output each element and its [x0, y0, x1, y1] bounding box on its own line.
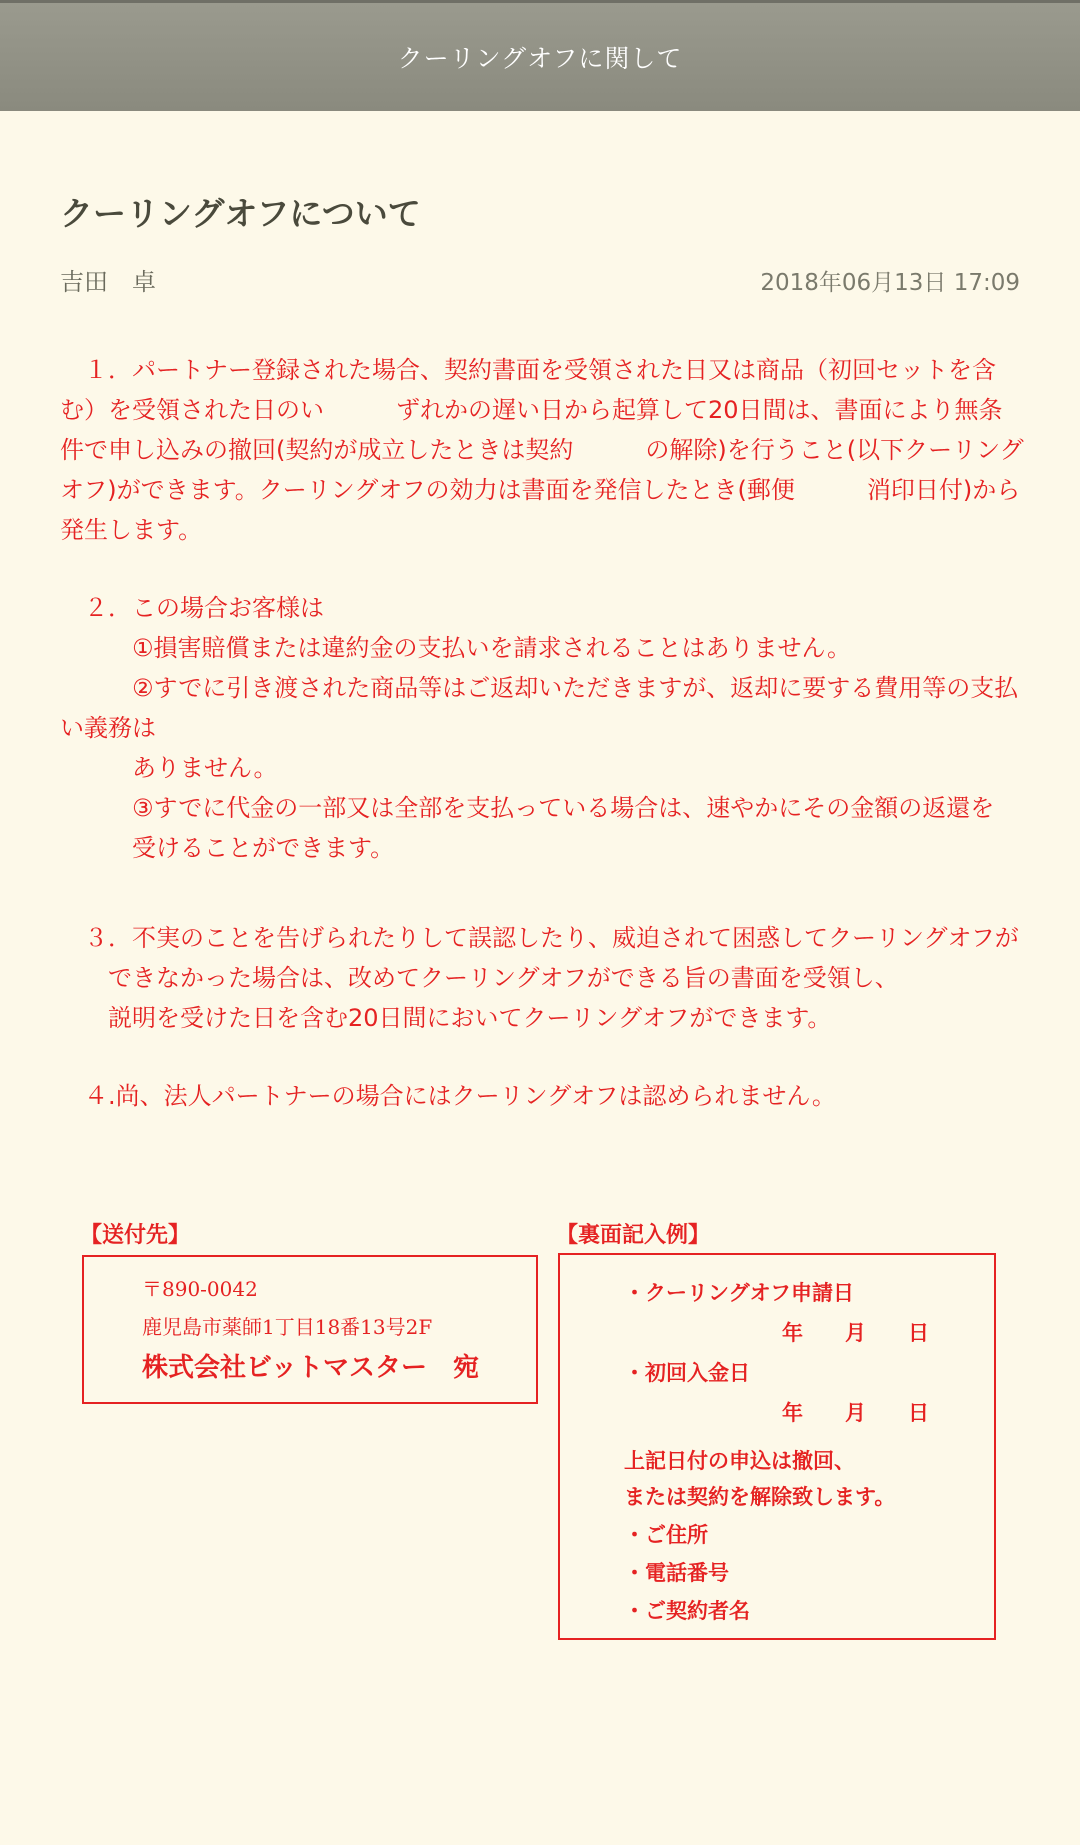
- body-line: ４.尚、法人パートナーの場合にはクーリングオフは認められません。: [60, 1082, 836, 1110]
- post-date: 2018年06月13日 17:09: [760, 270, 1020, 296]
- body-line: む）を受領された日のい ずれかの遅い日から起算して20日間は、書面により無条: [60, 396, 1003, 424]
- apply-date-label: ・クーリングオフ申請日: [624, 1280, 854, 1305]
- first-payment-label: ・初回入金日: [624, 1360, 750, 1385]
- app-header: [0, 0, 1080, 111]
- phone-label: ・電話番号: [624, 1560, 729, 1585]
- postal-code: 〒890-0042: [142, 1277, 258, 1301]
- back-example-label: 【裏面記入例】: [556, 1222, 711, 1248]
- body-line: ③すでに代金の一部又は全部を支払っている場合は、速やかにその金額の返還を: [60, 794, 995, 822]
- body-line: ３．不実のことを告げられたりして誤認したり、威迫されて困惑してクーリングオフが: [60, 924, 1019, 952]
- body-line: 受けることができます。: [60, 834, 395, 862]
- body-line: 説明を受けた日を含む20日間においてクーリングオフができます。: [60, 1004, 832, 1032]
- address-label: ・ご住所: [624, 1522, 708, 1547]
- author-name: 吉田 卓: [60, 268, 156, 296]
- body-line: い義務は: [60, 714, 156, 742]
- apply-date-ymd: 年 月 日: [782, 1320, 929, 1345]
- send-to-box: [82, 1255, 538, 1404]
- statement-line: 上記日付の申込は撤回、: [624, 1448, 855, 1473]
- article-body: [60, 350, 1025, 1116]
- header-title: クーリングオフに関して: [397, 44, 683, 73]
- body-line: ①損害賠償または違約金の支払いを請求されることはありません。: [60, 634, 851, 662]
- statement-line: または契約を解除致します。: [624, 1484, 896, 1509]
- body-line: 件で申し込みの撤回(契約が成立したときは契約 の解除)を行うこと(以下クーリング: [60, 436, 1024, 464]
- article-title: クーリングオフについて: [60, 194, 421, 233]
- contractor-name-label: ・ご契約者名: [624, 1598, 750, 1623]
- body-line: オフ)ができます。クーリングオフの効力は書面を発信したとき(郵便 消印日付)から: [60, 476, 1021, 504]
- body-line: ②すでに引き渡された商品等はご返却いただきますが、返却に要する費用等の支払: [60, 674, 1019, 702]
- send-address: 鹿児島市薬師1丁目18番13号2F: [142, 1315, 433, 1339]
- body-line: できなかった場合は、改めてクーリングオフができる旨の書面を受領し、: [60, 964, 899, 992]
- body-line: ２．この場合お客様は: [60, 594, 324, 622]
- body-line: ありません。: [60, 754, 278, 782]
- company-name: 株式会社ビットマスター 宛: [142, 1353, 479, 1383]
- first-payment-ymd: 年 月 日: [782, 1400, 929, 1425]
- body-line: １．パートナー登録された場合、契約書面を受領された日又は商品（初回セットを含: [60, 356, 996, 384]
- back-example-box: [558, 1253, 996, 1640]
- body-line: 発生します。: [60, 516, 203, 544]
- send-to-label: 【送付先】: [80, 1222, 191, 1248]
